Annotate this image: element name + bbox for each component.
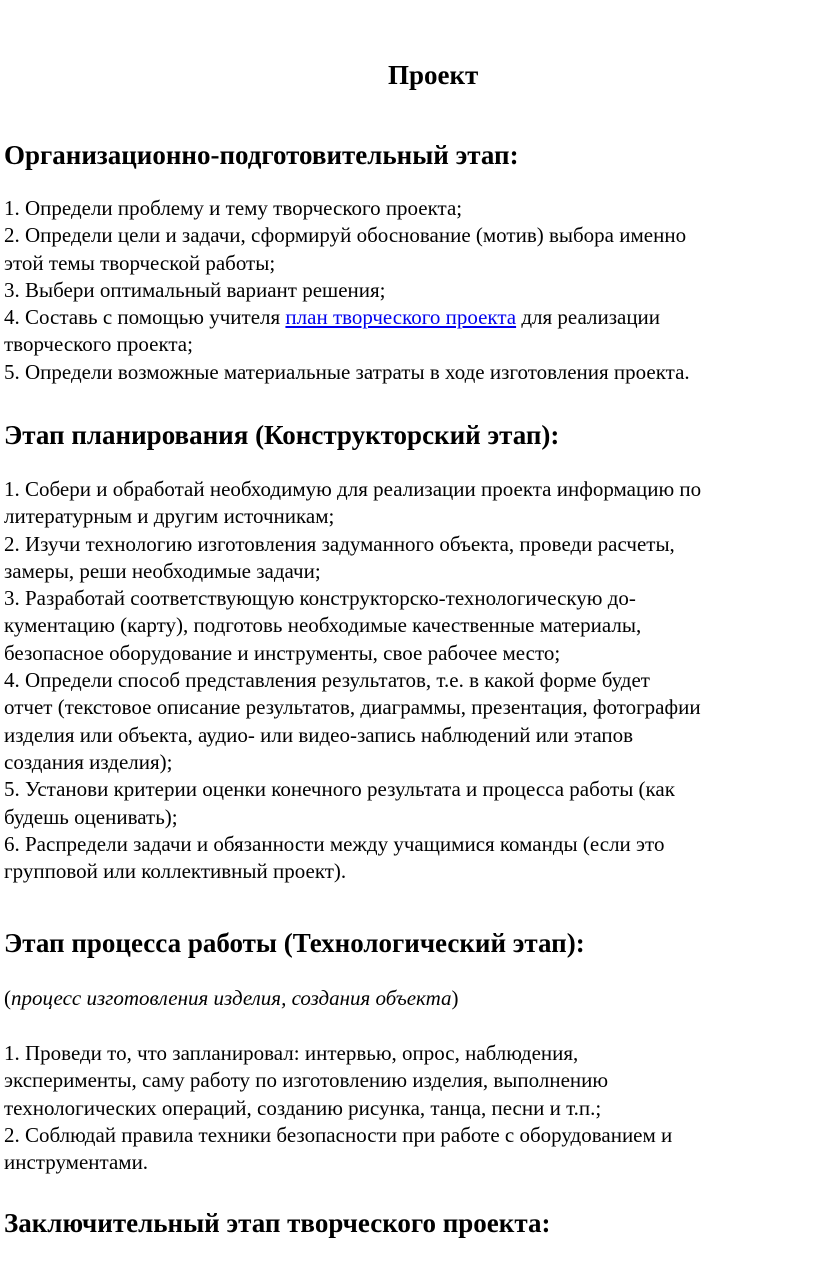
list-item: 2. Соблюдай правила техники безопасности при работе с оборудованием и	[4, 1122, 673, 1147]
list-item: 4. Определи способ представления результатов, т.е. в какой форме будет	[4, 668, 650, 693]
section-heading-planning: Этап планирования (Конструкторский этап):	[4, 420, 560, 450]
list-item: 1. Определи проблему и тему творческого проекта;	[4, 196, 463, 220]
section-organizational-list	[4, 195, 690, 386]
page-title: Проект	[388, 60, 479, 90]
list-item: литературным и другим источникам;	[4, 504, 335, 529]
list-item: 2. Изучи технологию изготовления задуманного объекта, проведи расчеты,	[4, 531, 675, 556]
list-item: отчет (текстовое описание результатов, диаграммы, презентация, фотографии	[4, 695, 701, 720]
list-item: инструментами.	[4, 1150, 149, 1175]
list-item: замеры, реши необходимые задачи;	[4, 558, 321, 583]
section-process-note	[4, 985, 459, 1012]
list-item: безопасное оборудование и инструменты, свое рабочее место;	[4, 640, 561, 665]
list-item: 3. Выбери оптимальный вариант решения;	[4, 277, 386, 302]
section-process-list	[4, 1040, 672, 1176]
list-item: создания изделия);	[4, 749, 173, 774]
list-item: групповой или коллективный проект).	[4, 859, 347, 884]
list-item: 3. Разработай соответствующую конструкторско-технологическую до-	[4, 586, 636, 611]
section-planning-list	[4, 476, 701, 885]
list-item-text: для реализации	[516, 305, 661, 330]
note-paren-open: (	[4, 986, 11, 1010]
list-item-with-link	[4, 304, 690, 331]
process-note	[4, 985, 459, 1012]
list-item: 5. Определи возможные материальные затраты в ходе изготовления проекта.	[4, 359, 690, 384]
list-item: изделия или объекта, аудио- или видео-запись наблюдений или этапов	[4, 722, 634, 747]
list-item: 5. Установи критерии оценки конечного результата и процесса работы (как	[4, 777, 675, 802]
list-item: этой темы творческой работы;	[4, 250, 276, 275]
section-heading-process: Этап процесса работы (Технологический этап):	[4, 928, 585, 958]
list-item: 1. Собери и обработай необходимую для реализации проекта информацию по	[4, 477, 702, 501]
list-item-text: 4. Составь с помощью учителя	[4, 305, 286, 330]
section-heading-organizational: Организационно-подготовительный этап:	[4, 140, 519, 170]
list-item: 2. Определи цели и задачи, сформируй обоснование (мотив) выбора именно	[4, 223, 687, 248]
list-item: 6. Распредели задачи и обязанности между учащимися команды (если это	[4, 831, 665, 856]
section-heading-final: Заключительный этап творческого проекта:	[4, 1208, 551, 1238]
note-italic-text: процесс изготовления изделия, создания объекта	[11, 986, 452, 1010]
list-item: будешь оценивать);	[4, 804, 178, 829]
list-item: технологических операций, созданию рисунка, танца, песни и т.п.;	[4, 1095, 602, 1120]
list-item: творческого проекта;	[4, 332, 193, 357]
list-item: кументацию (карту), подготовь необходимые качественные материалы,	[4, 613, 642, 638]
list-item: эксперименты, саму работу по изготовлению изделия, выполнению	[4, 1068, 609, 1093]
project-plan-link[interactable]: план творческого проекта	[285, 305, 517, 330]
list-item: 1. Проведи то, что запланировал: интервью, опрос, наблюдения,	[4, 1041, 579, 1065]
note-paren-close: )	[451, 986, 459, 1010]
